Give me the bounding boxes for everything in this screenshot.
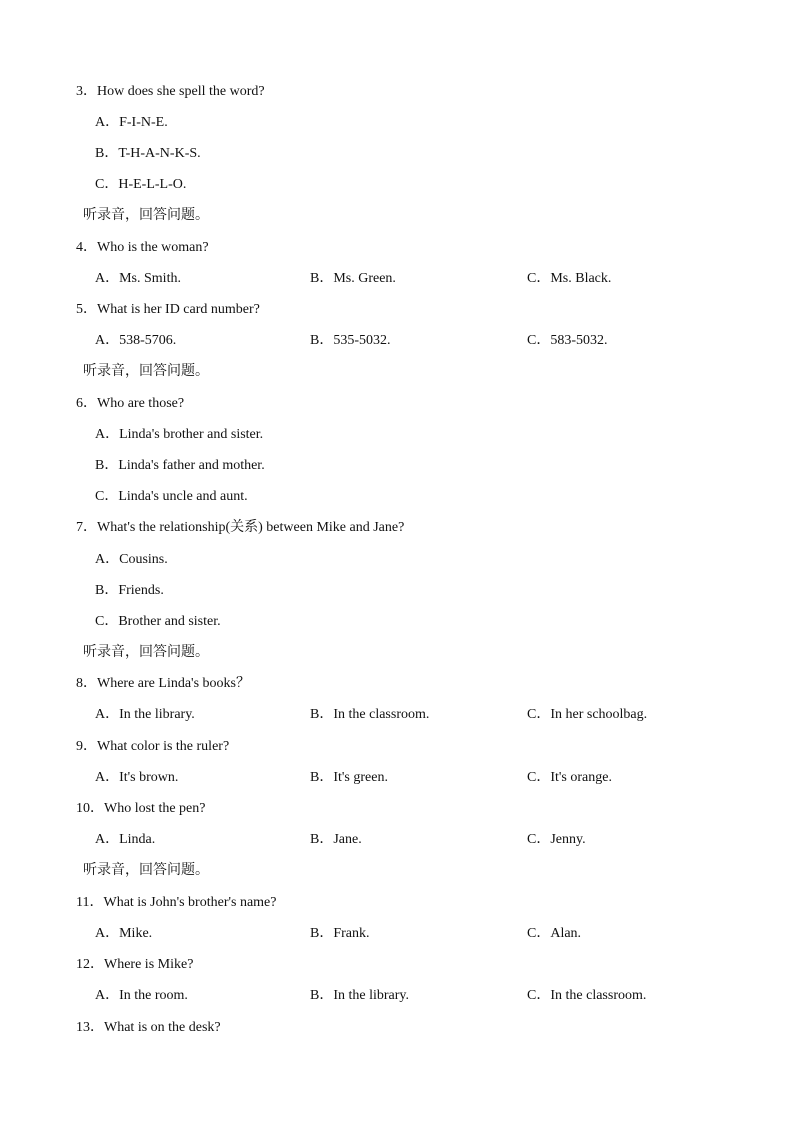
question-text: 9．What color is the ruler? <box>76 739 230 754</box>
answer-option-a[interactable]: A．In the room. <box>95 988 188 1003</box>
answer-option-b[interactable]: B．In the classroom. <box>310 707 430 722</box>
answer-option-c[interactable]: C．583-5032. <box>527 333 608 348</box>
answer-option[interactable]: A．Linda's brother and sister. <box>95 427 264 442</box>
answer-option[interactable]: B．T-H-A-N-K-S. <box>95 146 201 161</box>
question-text: 6．Who are those? <box>76 396 185 411</box>
answer-option[interactable]: C．H-E-L-L-O. <box>95 177 187 192</box>
question-text: 3．How does she spell the word? <box>76 84 265 99</box>
answer-option-b[interactable]: B．In the library. <box>310 988 410 1003</box>
answer-option-b[interactable]: B．Frank. <box>310 926 370 941</box>
question-text: 10．Who lost the pen? <box>76 801 206 816</box>
answer-option-a[interactable]: A．Mike. <box>95 926 153 941</box>
answer-option-c[interactable]: C．Ms. Black. <box>527 271 612 286</box>
question-text: 13．What is on the desk? <box>76 1020 221 1035</box>
answer-option[interactable]: C．Linda's uncle and aunt. <box>95 489 248 504</box>
answer-option-b[interactable]: B．535-5032. <box>310 333 391 348</box>
answer-option-b[interactable]: B．Ms. Green. <box>310 271 396 286</box>
question-text: 11．What is John's brother's name? <box>76 895 277 910</box>
answer-option-b[interactable]: B．Jane. <box>310 832 362 847</box>
section-instruction: 听录音，回答问题。 <box>83 644 209 660</box>
section-instruction: 听录音，回答问题。 <box>83 363 209 379</box>
section-instruction: 听录音，回答问题。 <box>83 207 209 223</box>
answer-option[interactable]: A．Cousins. <box>95 552 168 567</box>
section-instruction: 听录音，回答问题。 <box>83 862 209 878</box>
answer-option-c[interactable]: C．Alan. <box>527 926 582 941</box>
answer-option[interactable]: A．F-I-N-E. <box>95 115 168 130</box>
question-text: 8．Where are Linda's books？ <box>76 676 250 691</box>
answer-option-a[interactable]: A．Ms. Smith. <box>95 271 181 286</box>
answer-option-b[interactable]: B．It's green. <box>310 770 388 785</box>
answer-option-c[interactable]: C．Jenny. <box>527 832 586 847</box>
answer-option-a[interactable]: A．Linda. <box>95 832 156 847</box>
question-text: 7．What's the relationship(关系) between Mike and Jane? <box>76 520 405 535</box>
answer-option[interactable]: B．Linda's father and mother. <box>95 458 265 473</box>
question-text: 12．Where is Mike? <box>76 957 194 972</box>
answer-option-a[interactable]: A．It's brown. <box>95 770 179 785</box>
answer-option-c[interactable]: C．In the classroom. <box>527 988 647 1003</box>
answer-option-c[interactable]: C．It's orange. <box>527 770 612 785</box>
answer-option-a[interactable]: A．In the library. <box>95 707 195 722</box>
question-text: 4．Who is the woman? <box>76 240 209 255</box>
answer-option[interactable]: B．Friends. <box>95 583 164 598</box>
answer-option-c[interactable]: C．In her schoolbag. <box>527 707 648 722</box>
question-text: 5．What is her ID card number? <box>76 302 260 317</box>
answer-option[interactable]: C．Brother and sister. <box>95 614 221 629</box>
answer-option-a[interactable]: A．538-5706. <box>95 333 177 348</box>
